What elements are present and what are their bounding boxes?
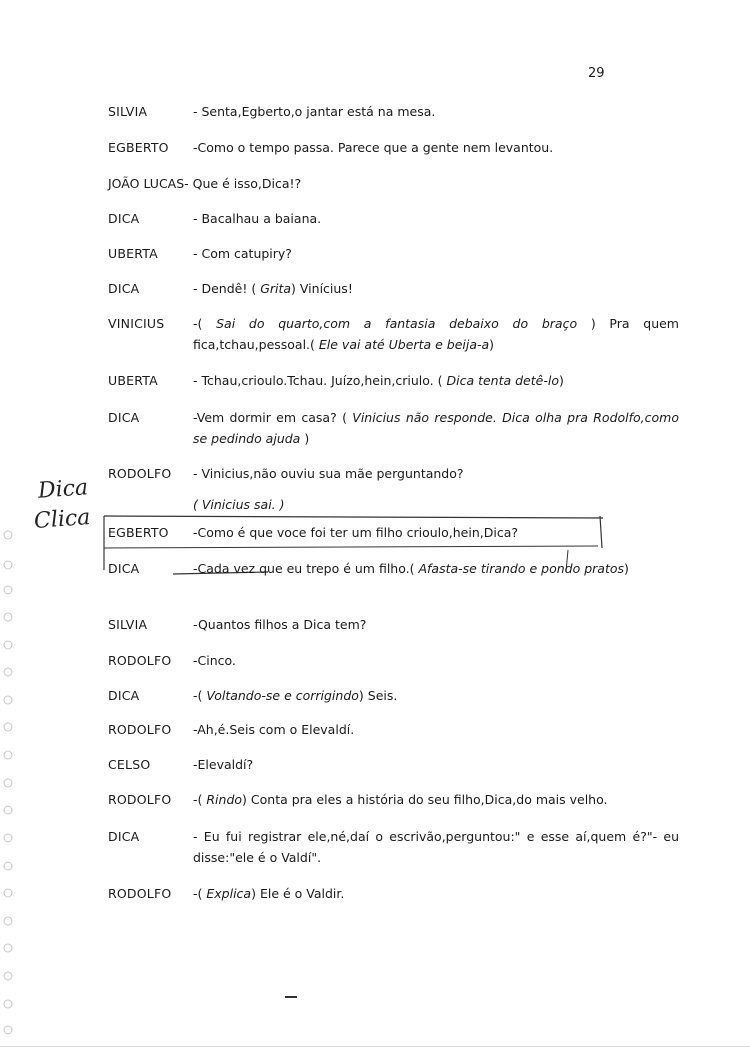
speaker-egberto: EGBERTO	[108, 140, 169, 155]
speaker-rodolfo: RODOLFO	[108, 466, 172, 481]
speaker-rodolfo: RODOLFO	[108, 886, 172, 901]
speaker-uberta: UBERTA	[108, 373, 158, 388]
line-text: -Elevaldí?	[193, 757, 254, 772]
speaker-rodolfo: RODOLFO	[108, 792, 172, 807]
stage-direction: Sai do quarto,com a fantasia debaixo do braço	[216, 316, 578, 331]
line-joao-lucas: JOÃO LUCAS- Que é isso,Dica!?	[108, 176, 302, 191]
line-text: - Com catupiry?	[193, 246, 292, 261]
handwritten-note-line1: Dica	[37, 475, 89, 504]
speaker-rodolfo: RODOLFO	[108, 722, 172, 737]
speaker-dica: DICA	[108, 688, 140, 703]
line-text: -Ah,é.Seis com o Elevaldí.	[193, 722, 355, 737]
line-text: - Bacalhau a baiana.	[193, 211, 322, 226]
line-text: -Cada vez que eu trepo é um filho.( Afasta-se tirando e pondo pratos)	[193, 561, 629, 576]
speaker-rodolfo: RODOLFO	[108, 653, 172, 668]
line-text: -( Rindo) Conta pra eles a história do seu filho,Dica,do mais velho.	[193, 792, 608, 807]
stage-direction: Explica	[206, 886, 252, 901]
line-text: -Como o tempo passa. Parece que a gente nem levantou.	[193, 140, 554, 155]
stage-direction: Dica tenta detê-lo	[446, 373, 559, 388]
speaker-silvia: SILVIA	[108, 104, 148, 119]
stage-direction: Voltando-se e corrigindo	[206, 688, 359, 703]
speaker-vinicius: VINICIUS	[108, 316, 165, 331]
stage-direction: Rindo	[206, 792, 243, 807]
line-text: -( Explica) Ele é o Valdir.	[193, 886, 345, 901]
speaker-uberta: UBERTA	[108, 246, 158, 261]
speaker-dica: DICA	[108, 211, 140, 226]
stage-direction: Vinicius não responde. Dica olha pra Rodolfo,como se pedindo ajuda	[193, 410, 679, 446]
line-text: - Dendê! ( Grita) Vinícius!	[193, 281, 353, 296]
speaker-dica: DICA	[108, 561, 140, 576]
line-text: - Tchau,crioulo.Tchau. Juízo,hein,criulo. ( Dica tenta detê-lo)	[193, 373, 564, 388]
stage-direction: ( Vinicius sai. )	[193, 497, 285, 512]
speaker-dica: DICA	[108, 829, 140, 844]
speaker-dica: DICA	[108, 410, 140, 425]
speaker-silvia: SILVIA	[108, 617, 148, 632]
speaker-dica: DICA	[108, 281, 140, 296]
page-number: 29	[588, 66, 605, 81]
line-text: -Quantos filhos a Dica tem?	[193, 617, 367, 632]
stage-direction: Ele vai até Uberta e beija-a	[318, 337, 490, 352]
stage-direction: Grita	[260, 281, 292, 296]
page-mark	[285, 996, 297, 998]
scan-edge	[0, 1046, 750, 1047]
line-text: -Vem dormir em casa? ( Vinicius não responde. Dica olha pra Rodolfo,como se pedindo ajuda )	[193, 410, 679, 446]
line-text: -Cinco.	[193, 653, 236, 668]
line-text: - Eu fui registrar ele,né,daí o escrivão,perguntou:" e esse aí,quem é?"- eu disse:"ele é o Valdí".	[193, 829, 679, 865]
line-text: -Como é que voce foi ter um filho crioulo,hein,Dica?	[193, 525, 519, 540]
handwritten-note-line2: Clica	[33, 505, 92, 534]
speaker-celso: CELSO	[108, 757, 151, 772]
line-text: -( Sai do quarto,com a fantasia debaixo do braço ) Pra quem fica,tchau,pessoal.( Ele vai até Uberta e beija-a)	[193, 316, 679, 352]
line-text: - Senta,Egberto,o jantar está na mesa.	[193, 104, 436, 119]
line-text: - Vinicius,não ouviu sua mãe perguntando?	[193, 466, 464, 481]
stage-direction: Afasta-se tirando e pondo pratos	[418, 561, 625, 576]
line-text: -( Voltando-se e corrigindo) Seis.	[193, 688, 398, 703]
speaker-egberto: EGBERTO	[108, 525, 169, 540]
